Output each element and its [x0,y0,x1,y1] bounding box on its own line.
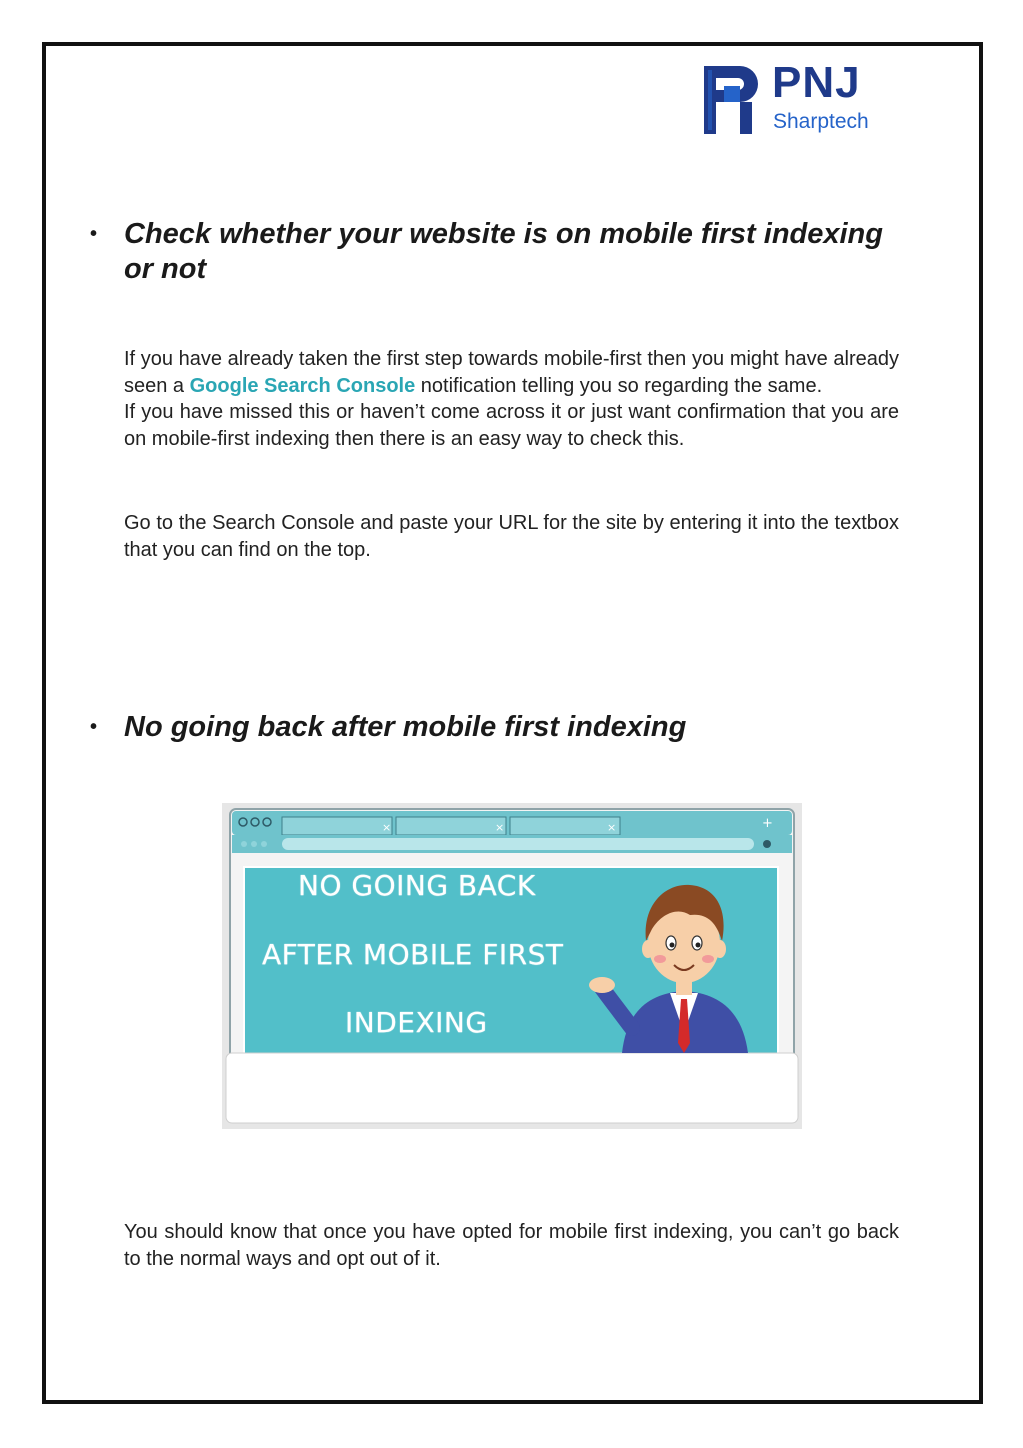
svg-text:+: + [762,816,773,831]
bullet-icon: • [90,223,98,245]
svg-text:×: × [607,821,617,834]
svg-text:×: × [382,821,392,834]
section2-heading-text: No going back after mobile first indexing [124,711,687,743]
section2-paragraph-1-text: You should know that once you have opted for mobile first indexing, you can’t go back to the normal ways and opt out of it. [124,1221,899,1270]
section1-paragraph-3-text: Go to the Search Console and paste your URL for the site by entering it into the textbox that you can find on the top. [124,512,899,561]
section1-paragraph-1 [124,346,899,399]
section1-paragraph-2: If you have missed this or haven’t come across it or just want confirmation that you are on mobile-first indexing then there is an easy way to check this. [124,401,899,450]
logo-wordmark: PNJ [772,58,861,107]
google-search-console-link[interactable]: Google Search Console [189,374,416,397]
para1-text-start: If you have already taken the first step towards mobile-first then you might have already seen a [124,348,899,397]
illustration-line-1: NO GOING BACK [298,869,536,902]
section2-heading [90,710,890,745]
illustration-line-2: AFTER MOBILE FIRST [262,938,564,971]
section1-heading-text: Check whether your website is on mobile first indexing or not [124,218,883,285]
section1-body [124,346,899,452]
svg-text:×: × [495,821,505,834]
logo-subtitle: Sharptech [773,110,869,133]
no-going-back-illustration [222,803,802,1129]
pnj-logo [700,58,900,142]
para1-text-end: notification telling you so regarding the same. [415,374,823,397]
section1-paragraph-3 [124,510,899,563]
pnj-logo-icon [700,62,760,138]
section2-paragraph-1 [124,1219,899,1272]
illustration-line-3: INDEXING [345,1006,488,1039]
bullet-icon: • [90,716,98,738]
section1-heading [90,217,890,287]
